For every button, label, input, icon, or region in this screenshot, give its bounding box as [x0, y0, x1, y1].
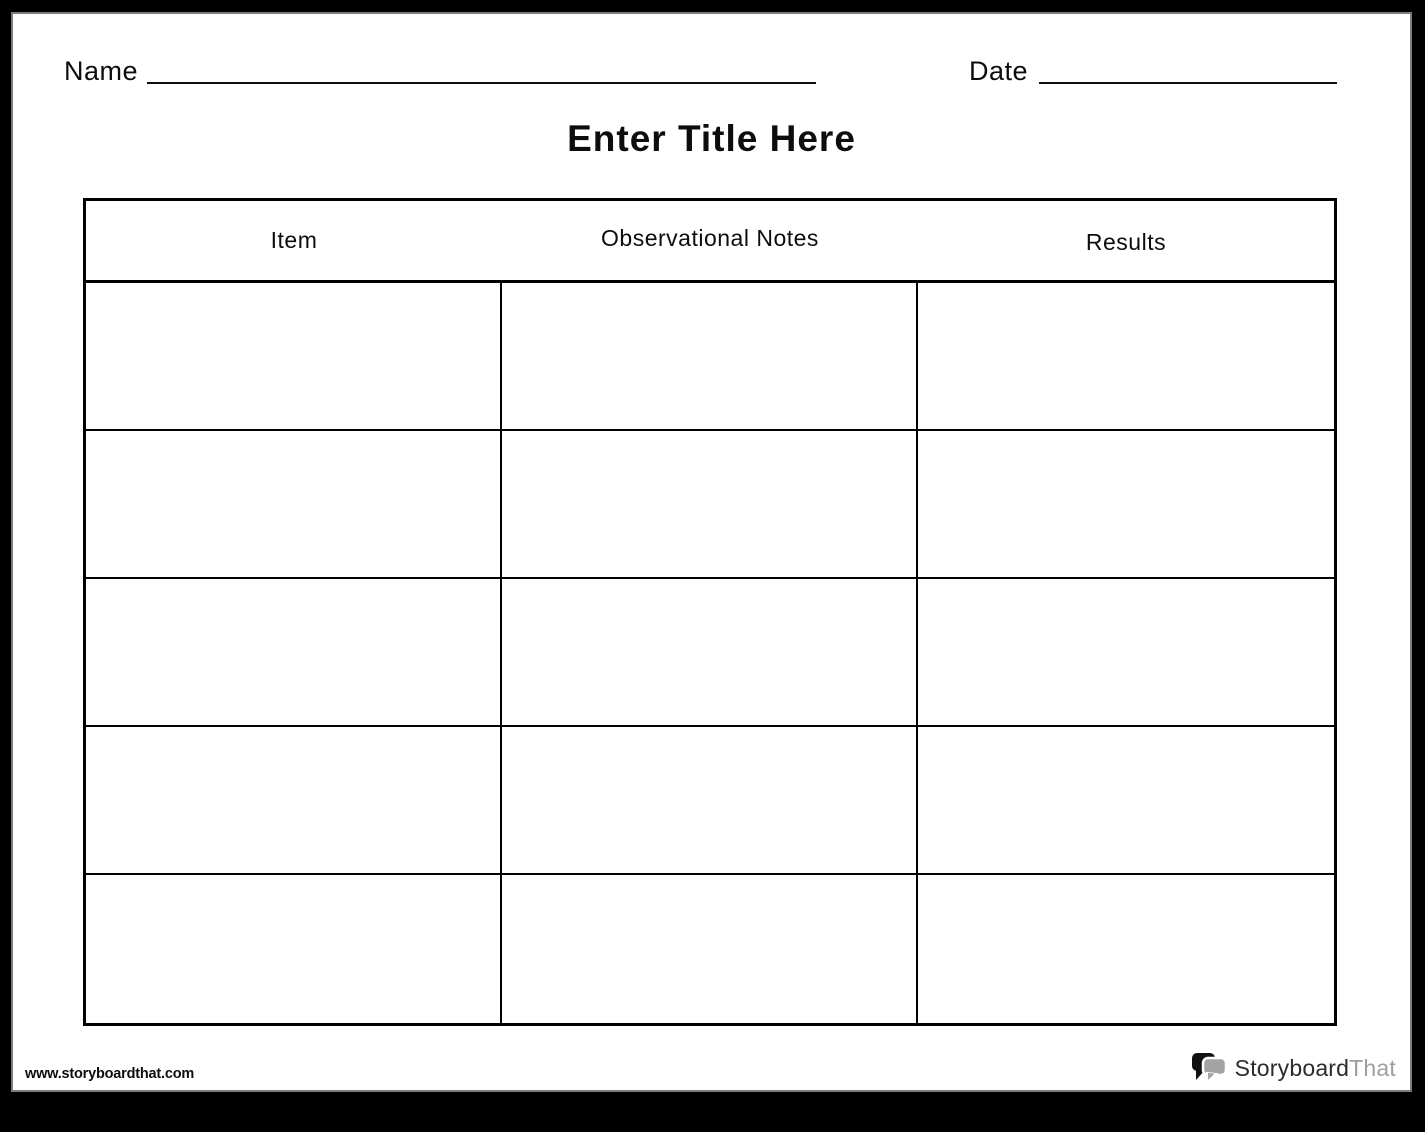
table-cell[interactable] [86, 727, 502, 875]
table-cell[interactable] [918, 283, 1334, 431]
table-cell[interactable] [502, 431, 918, 579]
date-fill-line[interactable] [1039, 56, 1337, 84]
table-cell[interactable] [918, 875, 1334, 1023]
table-cell[interactable] [918, 431, 1334, 579]
observation-table [83, 198, 1337, 1026]
table-cell[interactable] [502, 727, 918, 875]
name-label: Name [64, 56, 139, 86]
table-body [86, 283, 1334, 1023]
column-header-observational-notes: Observational Notes [601, 225, 819, 251]
speech-bubbles-icon [1191, 1052, 1229, 1084]
table-cell[interactable] [86, 875, 502, 1023]
name-fill-line[interactable] [147, 56, 816, 84]
table-cell[interactable] [502, 579, 918, 727]
logo-wordmark [1235, 1055, 1396, 1082]
table-cell[interactable] [502, 875, 918, 1023]
table-cell[interactable] [918, 727, 1334, 875]
column-header-item: Item [270, 227, 318, 253]
date-label: Date [969, 56, 1029, 86]
page-title: Enter Title Here [567, 118, 856, 159]
logo-text-that: That [1349, 1054, 1396, 1081]
logo-text-storyboard: Storyboard [1234, 1054, 1350, 1081]
storyboardthat-logo[interactable] [1191, 1052, 1396, 1084]
table-cell[interactable] [86, 579, 502, 727]
column-header-results: Results [1085, 229, 1167, 255]
website-url: www.storyboardthat.com [25, 1066, 195, 1082]
table-cell[interactable] [86, 431, 502, 579]
table-cell[interactable] [86, 283, 502, 431]
table-header-row [86, 201, 1334, 283]
table-cell[interactable] [918, 579, 1334, 727]
table-cell[interactable] [502, 283, 918, 431]
worksheet-page [11, 12, 1412, 1092]
